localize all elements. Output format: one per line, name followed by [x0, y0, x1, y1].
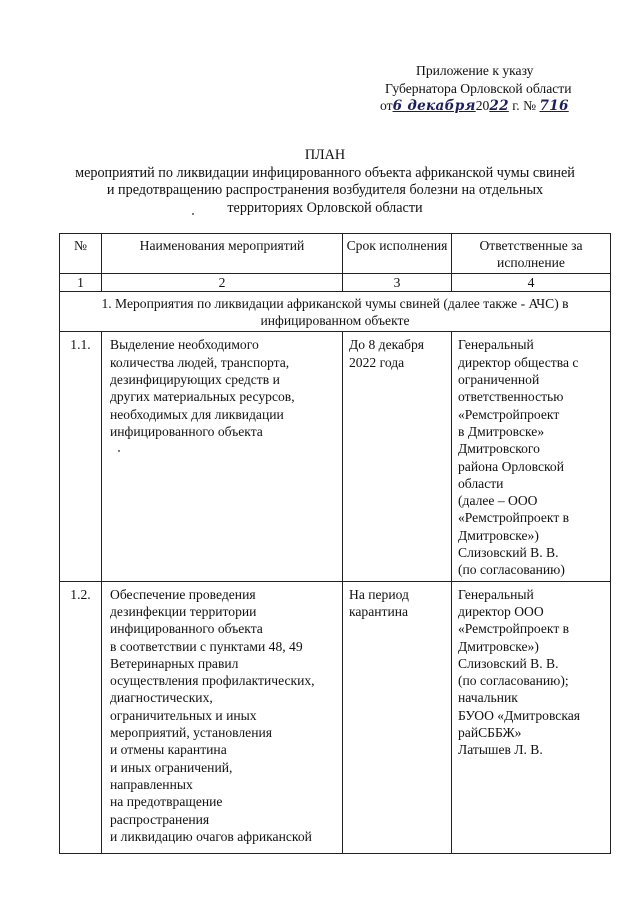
- document-title: [30, 147, 620, 217]
- appendix-date-line: [360, 97, 610, 116]
- table-row: [60, 332, 611, 581]
- appendix-header: [360, 62, 610, 116]
- row-term: На период карантина: [343, 581, 452, 853]
- row-term: До 8 декабря 2022 года: [343, 332, 452, 581]
- appendix-line-2: Губернатора Орловской области: [385, 80, 572, 96]
- column-number: 2: [102, 273, 343, 291]
- section-title: 1. Мероприятия по ликвидации африканской чумы свиней (далее также - АЧС) в инфицированном объекте: [60, 291, 611, 332]
- title-line-1: мероприятий по ликвидации инфицированного объекта африканской чумы свиней: [75, 164, 575, 181]
- table-row: [60, 581, 611, 853]
- date-prefix: от: [380, 98, 393, 113]
- section-row: [60, 291, 611, 332]
- header-responsible: Ответственные за исполнение: [452, 234, 611, 274]
- row-responsible: Генеральный директор общества с ограниченной ответственностью «Ремстройпроект в Дмитровске» Дмитровского района Орловской области (далее – ООО «Ремстройпроект в Дмитровске») Слизовский В. В. (по согласованию): [452, 332, 611, 581]
- appendix-line-1: Приложение к указу: [416, 63, 534, 78]
- title-line-3: территориях Орловской области: [227, 199, 423, 216]
- column-number: 4: [452, 273, 611, 291]
- header-no: №: [60, 234, 102, 274]
- row-activity: Выделение необходимого количества людей, транспорта, дезинфицирующих средств и других материальных ресурсов, необходимых для ликвидации инфицированного объекта: [102, 332, 343, 581]
- row-number: 1.1.: [60, 332, 102, 581]
- column-number: 3: [343, 273, 452, 291]
- title-line-2: и предотвращению распространения возбудителя болезни на отдельных: [106, 182, 544, 198]
- handwritten-date: 6 декабря: [392, 98, 476, 114]
- year-prefix: 20: [475, 98, 490, 113]
- table-header-row: [60, 234, 611, 274]
- handwritten-number: 716: [539, 98, 569, 114]
- column-number: 1: [60, 273, 102, 291]
- header-term: Срок исполнения: [343, 234, 452, 274]
- row-number: 1.2.: [60, 581, 102, 853]
- title-heading: ПЛАН: [304, 147, 346, 163]
- column-number-row: [60, 273, 611, 291]
- handwritten-year: 22: [489, 98, 509, 114]
- row-responsible: Генеральный директор ООО «Ремстройпроект в Дмитровске») Слизовский В. В. (по согласованию); начальник БУОО «Дмитровская райСББЖ» Латышев Л. В.: [452, 581, 611, 853]
- plan-table: [59, 233, 611, 854]
- row-activity: Обеспечение проведения дезинфекции территории инфицированного объекта в соответствии с пунктами 48, 49 Ветеринарных правил осуществления профилактических, диагностических, ограничительных и иных мероприятий, установления и отмены карантина и иных ограничений, направленных на предотвращение распространения и ликвидацию очагов африканской: [102, 581, 343, 853]
- year-suffix: г. №: [508, 98, 537, 113]
- header-activity: Наименования мероприятий: [102, 234, 343, 274]
- scan-speck: [192, 213, 194, 215]
